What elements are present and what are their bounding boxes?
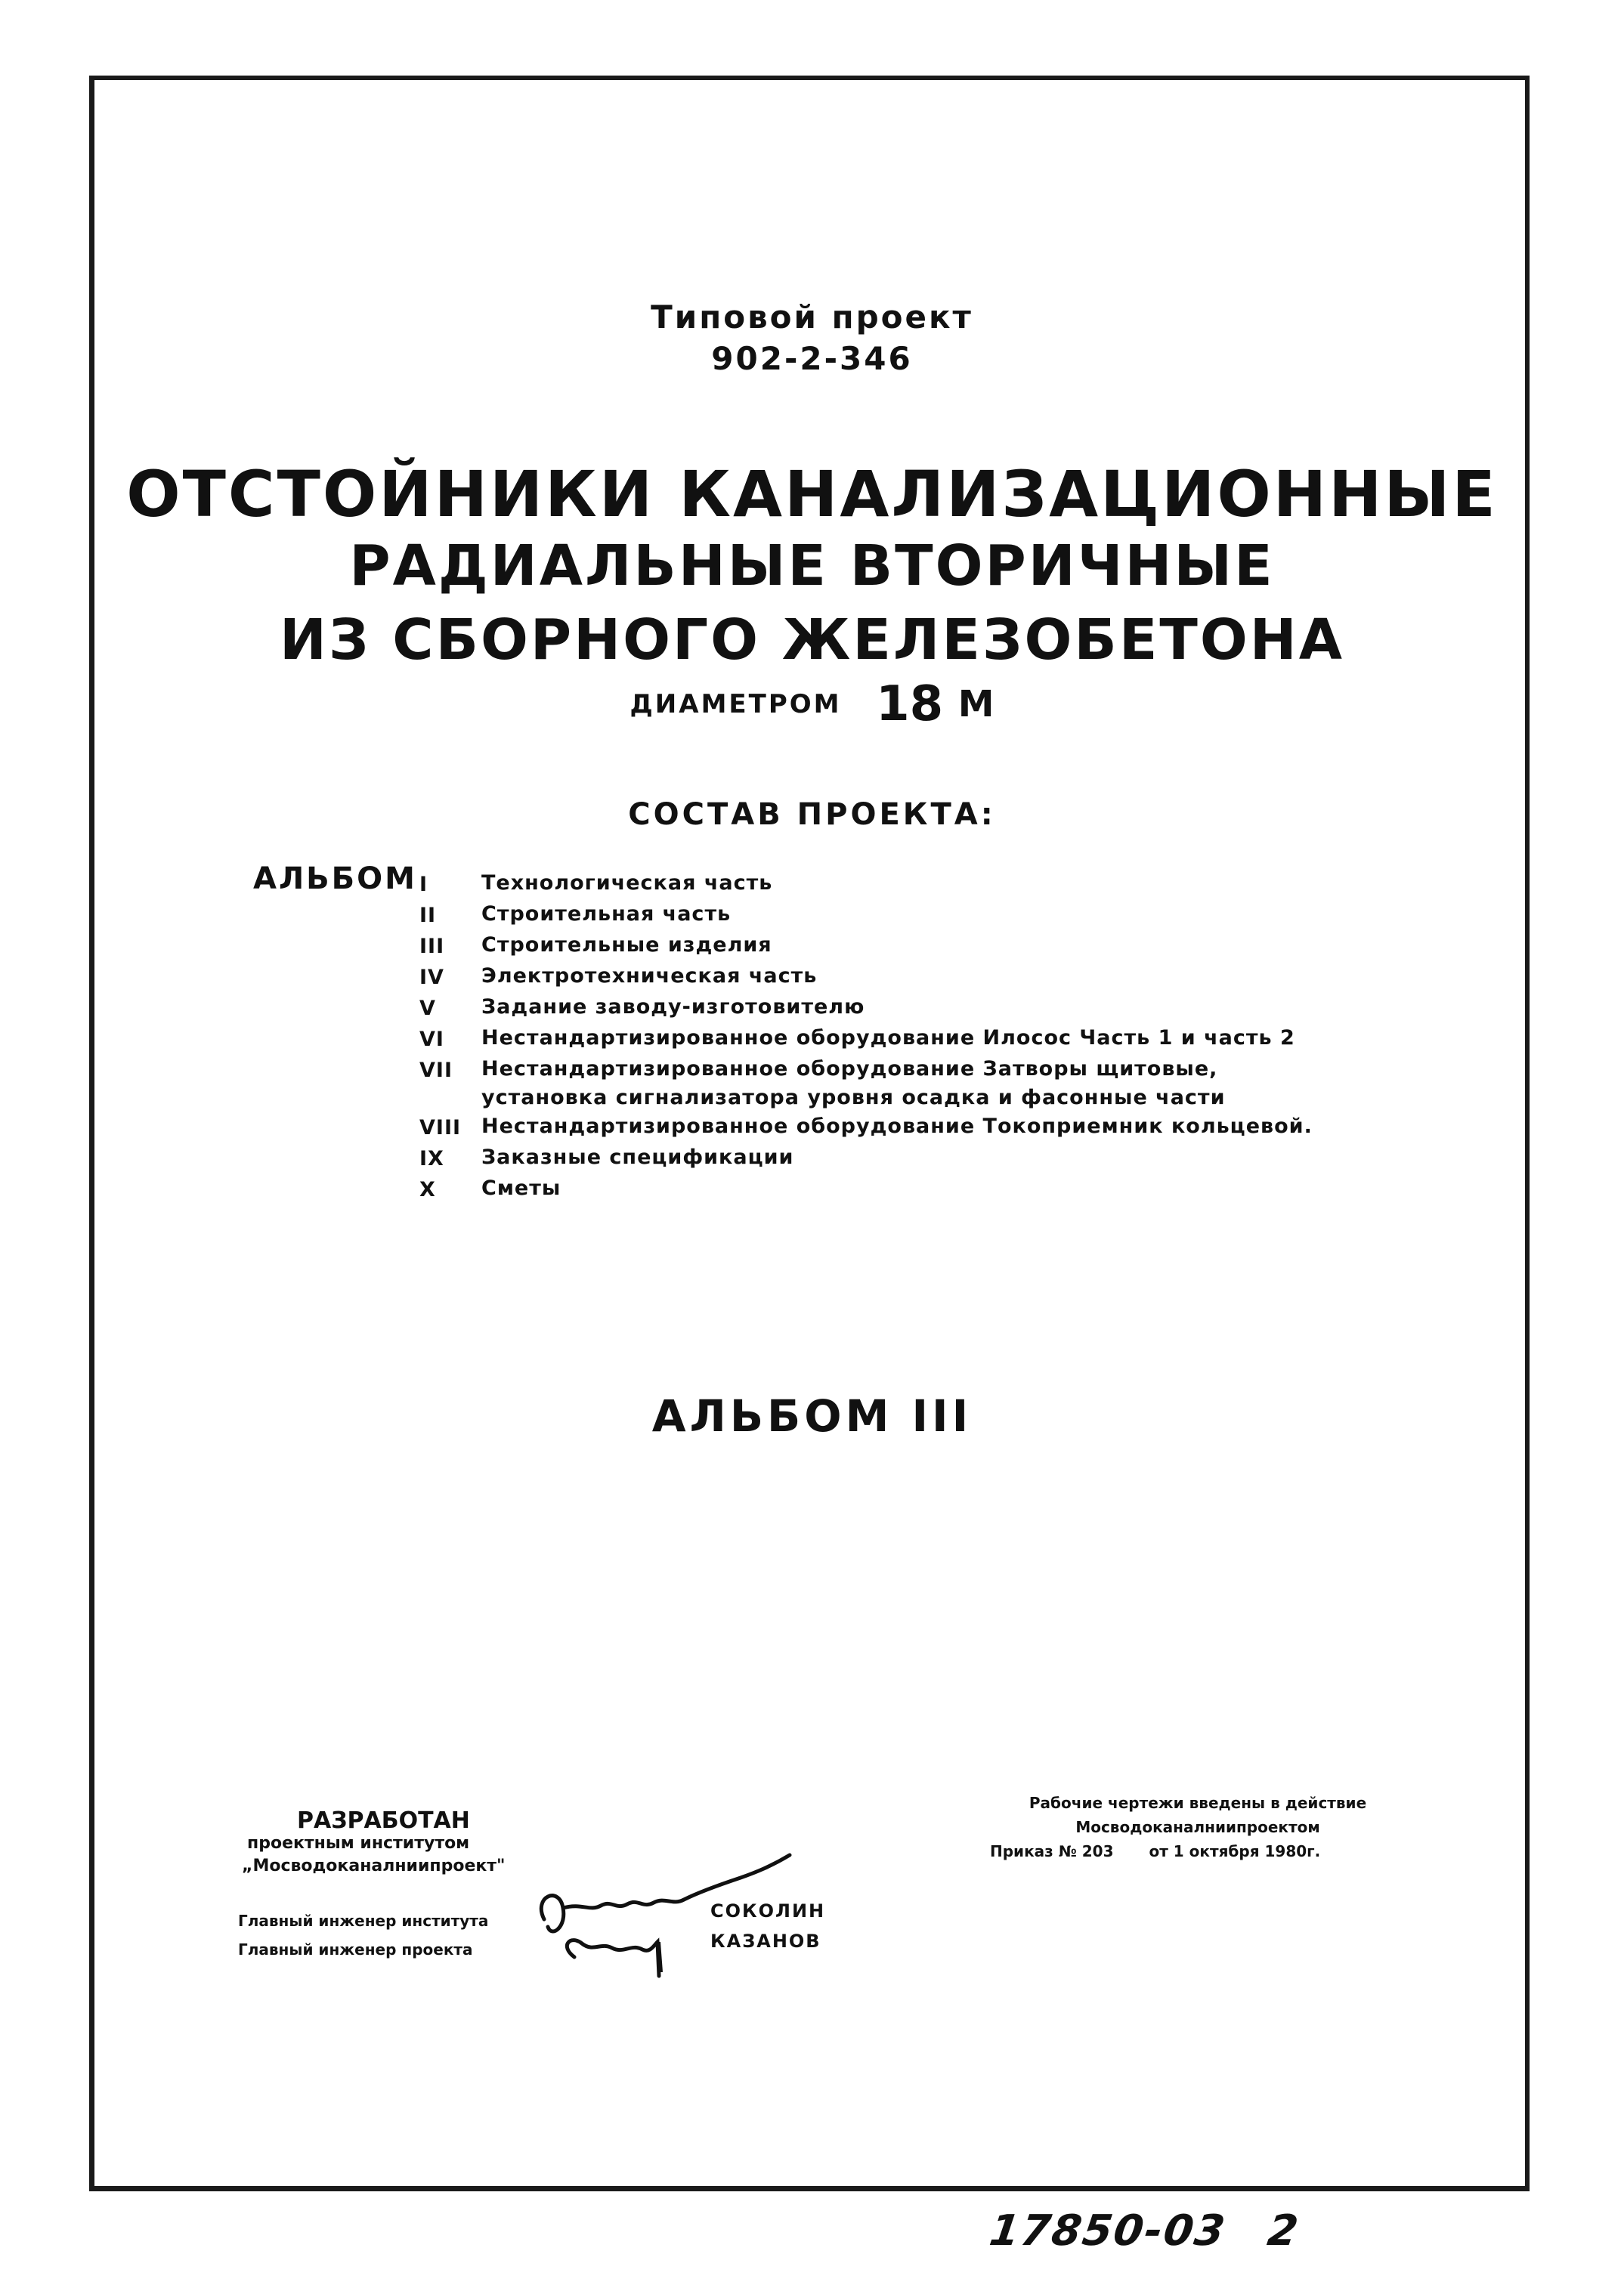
album-number: II <box>419 904 437 927</box>
approval-block <box>975 1791 1421 1863</box>
signature-drawing <box>529 1813 801 1980</box>
album-number: III <box>419 935 445 958</box>
project-engineer-label: Главный инженер проекта <box>238 1940 473 1959</box>
album-list <box>419 869 1313 1205</box>
diameter-value: 18 <box>876 676 944 732</box>
diameter-label: ДИАМЕТРОМ <box>629 689 842 719</box>
chief-engineer-name: СОКОЛИН <box>710 1900 826 1922</box>
diameter-line <box>0 676 1624 732</box>
approval-line-1: Рабочие чертежи введены в действие <box>1029 1794 1367 1812</box>
album-number: IV <box>419 966 444 989</box>
album-number: VI <box>419 1028 444 1051</box>
inventory-number <box>986 2206 1302 2256</box>
album-number: V <box>419 997 436 1020</box>
list-item <box>419 993 1313 1024</box>
order-date: от 1 октября 1980г. <box>1149 1842 1321 1860</box>
album-number: VIII <box>419 1116 462 1139</box>
project-type-label: Типовой проект <box>651 298 973 335</box>
current-album-title: АЛЬБОМ III <box>651 1390 973 1442</box>
project-number: 902-2-346 <box>711 340 913 377</box>
album-title: Строительная часть <box>481 902 732 926</box>
order-number: 203 <box>1081 1842 1114 1860</box>
list-item <box>419 962 1313 993</box>
developer-institute-line-1: проектным институтом <box>247 1834 470 1853</box>
album-title: Электротехническая часть <box>481 964 818 988</box>
list-item <box>419 869 1313 900</box>
list-item <box>419 1112 1313 1143</box>
album-label: АЛЬБОМ <box>253 861 417 896</box>
title-line-3: ИЗ СБОРНОГО ЖЕЛЕЗОБЕТОНА <box>280 608 1344 673</box>
inventory-code: 17850-03 <box>986 2206 1230 2256</box>
album-title: Заказные спецификации <box>481 1146 794 1169</box>
album-title: Нестандартизированное оборудование Затворы щитовые, установка сигнализатора уровня осадка и фасонные части <box>481 1057 1226 1109</box>
list-item <box>419 931 1313 962</box>
album-title: Нестандартизированное оборудование Токоприемник кольцевой. <box>481 1115 1313 1138</box>
title-line-2: РАДИАЛЬНЫЕ ВТОРИЧНЫЕ <box>349 533 1275 598</box>
developer-heading: РАЗРАБОТАН <box>297 1807 470 1834</box>
order-label: Приказ № <box>990 1842 1077 1860</box>
list-item <box>419 1055 1313 1112</box>
chief-engineer-label: Главный инженер института <box>238 1912 489 1930</box>
album-title: Задание заводу-изготовителю <box>481 995 865 1019</box>
diameter-unit: М <box>957 683 995 725</box>
album-number: VII <box>419 1059 453 1082</box>
composition-heading: СОСТАВ ПРОЕКТА: <box>628 797 996 832</box>
approval-line-2: Мосводоканалниипроектом <box>1075 1818 1320 1836</box>
list-item <box>419 1024 1313 1055</box>
sheet-number: 2 <box>1264 2206 1303 2256</box>
album-number: IX <box>419 1147 444 1170</box>
list-item <box>419 1174 1313 1205</box>
list-item <box>419 1143 1313 1174</box>
album-title: Нестандартизированное оборудование Илосос Часть 1 и часть 2 <box>481 1026 1295 1050</box>
title-line-1: ОТСТОЙНИКИ КАНАЛИЗАЦИОННЫЕ <box>126 457 1498 531</box>
project-engineer-name: КАЗАНОВ <box>710 1931 821 1952</box>
album-title: Технологическая часть <box>481 871 773 895</box>
developer-institute-line-2: „Мосводоканалниипроект" <box>242 1857 506 1875</box>
approval-order <box>990 1839 1421 1863</box>
album-title: Строительные изделия <box>481 933 772 957</box>
developer-block <box>238 1807 506 1878</box>
album-number: X <box>419 1178 436 1201</box>
album-title: Сметы <box>481 1177 561 1200</box>
album-number: I <box>419 873 428 896</box>
list-item <box>419 900 1313 931</box>
